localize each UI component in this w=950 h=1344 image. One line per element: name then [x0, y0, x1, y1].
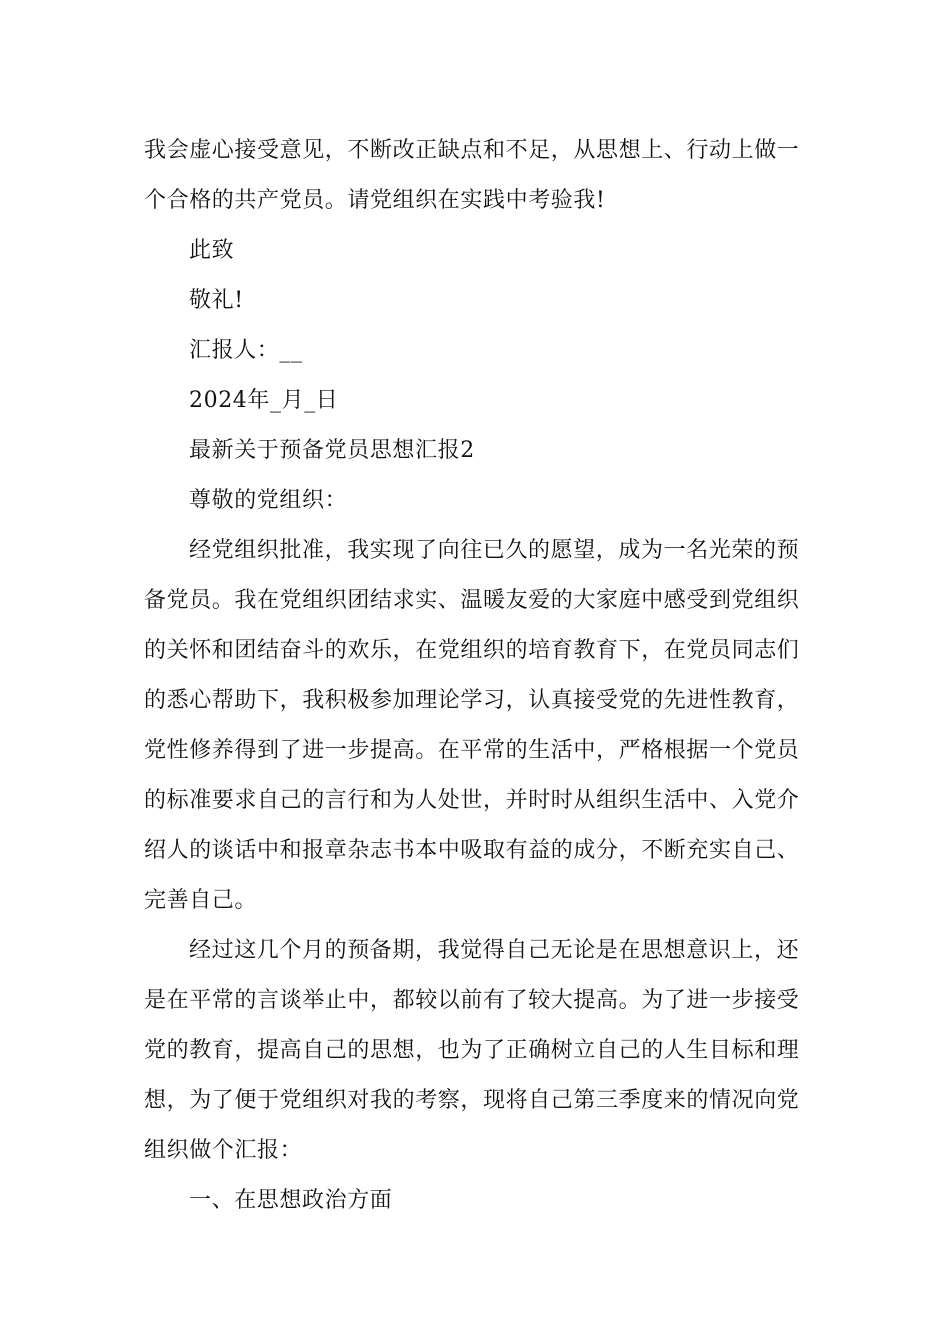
text-line: 绍人的谈话中和报章杂志书本中吸取有益的成分，不断充实自己、	[144, 838, 800, 863]
reporter-field: 汇报人：__	[189, 338, 303, 363]
text-line: 备党员。我在党组织团结求实、温暖友爱的大家庭中感受到党组织	[144, 588, 800, 613]
text-line: 个合格的共产党员。请党组织在实践中考验我!	[144, 188, 606, 213]
text-line: 的悉心帮助下，我积极参加理论学习，认真接受党的先进性教育，	[144, 688, 800, 713]
text-line: 完善自己。	[144, 888, 258, 913]
text-line: 想，为了便于党组织对我的考察，现将自己第三季度来的情况向党	[144, 1088, 800, 1113]
text-line: 经党组织批准，我实现了向往已久的愿望，成为一名光荣的预	[189, 538, 800, 563]
text-line: 党的教育，提高自己的思想，也为了正确树立自己的人生目标和理	[144, 1038, 800, 1063]
date-field: 2024年_月_日	[189, 388, 339, 413]
text-line: 的标准要求自己的言行和为人处世，并时时从组织生活中、入党介	[144, 788, 800, 813]
text-line: 的关怀和团结奋斗的欢乐，在党组织的培育教育下，在党员同志们	[144, 638, 800, 663]
text-line: 我会虚心接受意见，不断改正缺点和不足，从思想上、行动上做一	[144, 138, 800, 163]
greeting: 尊敬的党组织：	[189, 488, 348, 513]
closing-respect: 敬礼!	[189, 288, 244, 313]
subsection-heading: 一、在思想政治方面	[189, 1188, 393, 1213]
section-title: 最新关于预备党员思想汇报2	[189, 438, 475, 463]
text-line: 是在平常的言谈举止中，都较以前有了较大提高。为了进一步接受	[144, 988, 800, 1013]
text-line: 组织做个汇报：	[144, 1138, 303, 1163]
text-line: 经过这几个月的预备期，我觉得自己无论是在思想意识上，还	[189, 938, 800, 963]
text-line: 党性修养得到了进一步提高。在平常的生活中，严格根据一个党员	[144, 738, 800, 763]
closing-salutation: 此致	[189, 238, 235, 263]
